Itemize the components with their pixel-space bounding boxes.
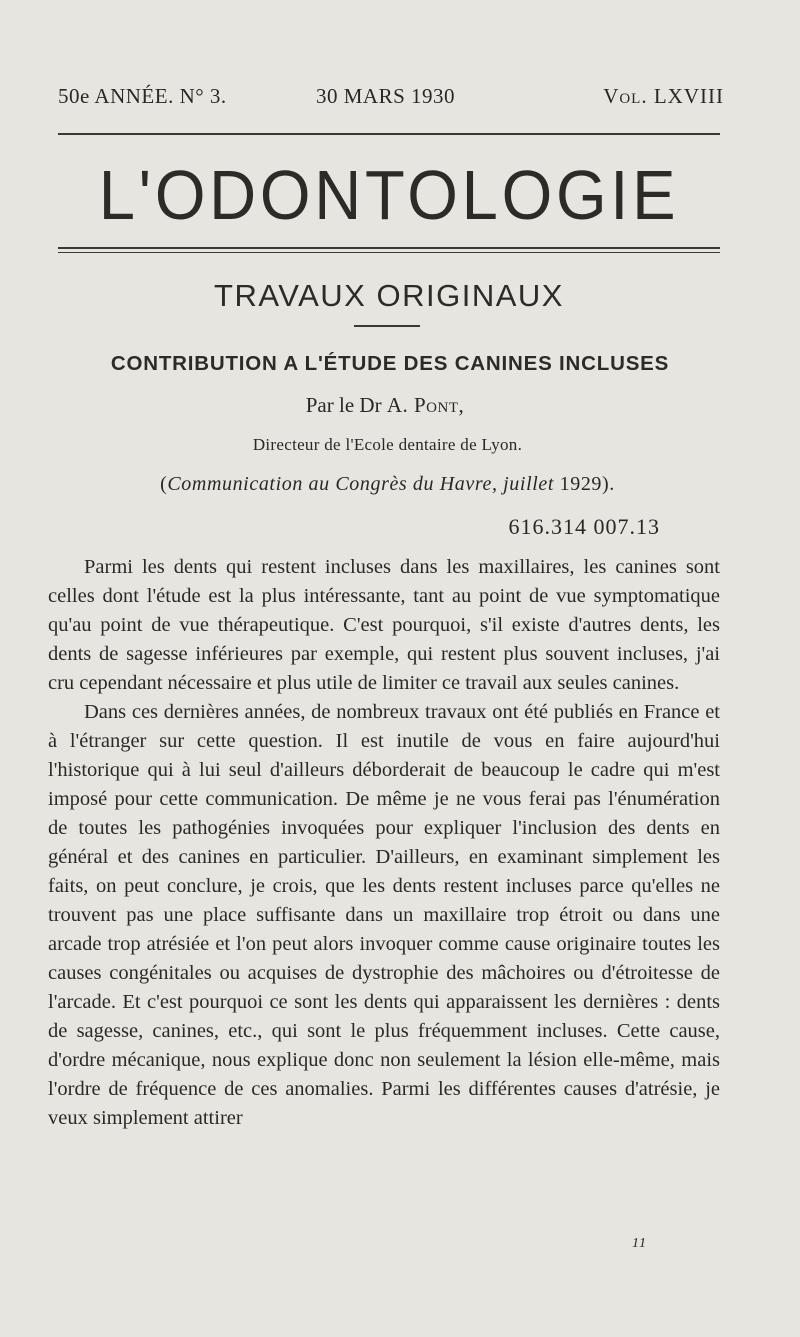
byline-prefix: Par le Dr: [305, 393, 382, 417]
byline: [0, 393, 770, 418]
volume-number: Vol. LXVIII: [603, 84, 724, 108]
section-divider: [354, 325, 420, 327]
issue-date: 30 MARS 1930: [316, 84, 456, 108]
article-title: CONTRIBUTION A L'ÉTUDE DES CANINES INCLUSES: [110, 352, 670, 375]
author-name: A. Pont,: [386, 393, 465, 417]
section-title: TRAVAUX ORIGINAUX: [214, 278, 564, 313]
paragraph: Dans ces dernières années, de nombreux travaux ont été publiés en France et à l'étranger sur cette question. Il est inutile de vous en faire aujourd'hui l'historique qui à lui seul d'ailleurs déborderait de beaucoup le cadre qui m'est imposé pour cette communication. De même je ne vous ferai pas l'énumération de toutes les pathogénies invoquées pour expliquer l'inclusion des dents en général et des canines en particulier. D'ailleurs, en examinant simplement les faits, on peut conclure, je crois, que les dents restent incluses parce qu'elles ne trouvent pas une place suffisante dans un maxillaire trop étroit ou dans une arcade trop atrésiée et l'on peut alors invoquer comme cause originaire toutes les causes congénitales ou acquises de dystrophie des mâchoires ou d'étroitesse de l'arcade. Et c'est pourquoi ce sont les dents qui apparaissent les dernières : dents de sagesse, canines, etc., qui sont le plus fréquemment incluses. Cette cause, d'ordre mécanique, nous explique donc non seulement la lésion elle-même, mais l'ordre de fréquence de ces anomalies. Parmi les différentes causes d'atrésie, je veux simplement attirer: [48, 701, 720, 1129]
article-body: [48, 553, 720, 1133]
header-rule: [58, 133, 720, 135]
classification-number: 616.314 007.13: [508, 514, 660, 539]
paragraph: Parmi les dents qui restent incluses dans les maxillaires, les canines sont celles dont l'étude est la plus intéressante, tant au point de vue symptomatique qu'au point de vue thérapeutique. C'est pourquoi, s'il existe d'autres dents, les dents de sagesse inférieures par exemple, qui restent plus souvent incluses, j'ai cru cependant nécessaire et plus utile de limiter ce travail aux seules canines.: [48, 556, 720, 694]
running-header: [58, 84, 724, 114]
communication-note: (Communication au Congrès du Havre, juillet 1929).: [160, 473, 615, 495]
journal-title: L'ODONTOLOGIE: [98, 156, 680, 234]
author-affiliation: Directeur de l'Ecole dentaire de Lyon.: [252, 435, 523, 454]
issue-number: 50e ANNÉE. N° 3.: [58, 84, 227, 108]
title-double-rule-bottom: [58, 252, 720, 253]
page-number: 11: [632, 1236, 647, 1251]
title-double-rule-top: [58, 247, 720, 249]
